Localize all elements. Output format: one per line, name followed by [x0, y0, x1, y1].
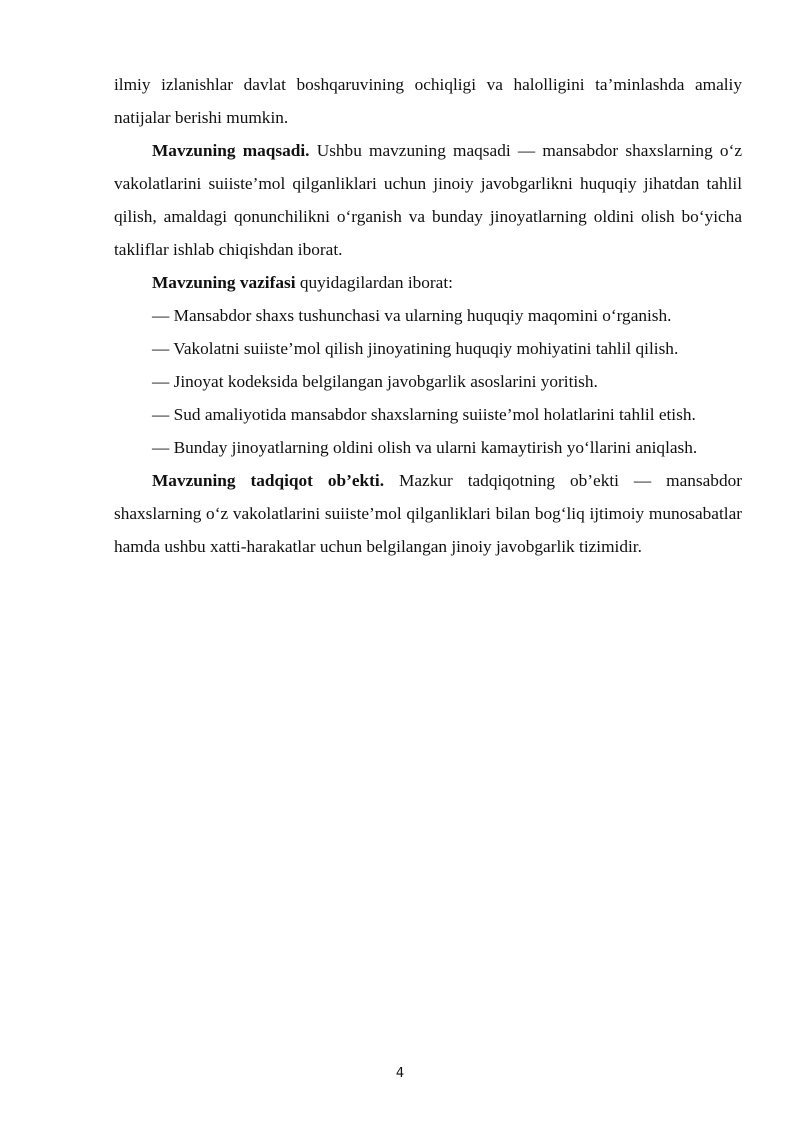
goal-paragraph	[114, 134, 742, 266]
task-item: — Mansabdor shaxs tushunchasi va ularning huquqiy maqomini o‘rganish.	[152, 306, 672, 325]
page-number: 4	[395, 1066, 405, 1081]
intro-paragraph: ilmiy izlanishlar davlat boshqaruvining ochiqligi va halolligini ta’minlashda amaliy natijalar berishi mumkin.	[114, 75, 742, 127]
object-paragraph	[114, 464, 742, 563]
page-body	[114, 68, 742, 563]
tasks-heading: Mavzuning vazifasi	[152, 273, 296, 292]
task-item: — Bunday jinoyatlarning oldini olish va ularni kamaytirish yo‘llarini aniqlash.	[152, 438, 698, 457]
tasks-intro-text: quyidagilardan iborat:	[295, 273, 453, 292]
goal-text: Ushbu mavzuning maqsadi — mansabdor shaxslarning o‘z vakolatlarini suiiste’mol qilganliklari uchun jinoiy javobgarlikni huquqiy jihatdan tahlil qilish, amaldagi qonunchilikni o‘rganish va bunday jinoyatlarning oldini olish bo‘yicha takliflar ishlab chiqishdan iborat.	[114, 141, 742, 259]
task-item: — Sud amaliyotida mansabdor shaxslarning suiiste’mol holatlarini tahlil etish.	[152, 405, 696, 424]
goal-heading: Mavzuning maqsadi.	[152, 141, 310, 160]
object-text: Mazkur tadqiqotning ob’ekti — mansabdor shaxslarning o‘z vakolatlarini suiiste’mol qilganliklari bilan bog‘liq ijtimoiy munosabatlar hamda ushbu xatti-harakatlar uchun belgilangan jinoiy javobgarlik tizimidir.	[114, 471, 742, 556]
object-heading: Mavzuning tadqiqot ob’ekti.	[152, 471, 385, 490]
task-item: — Vakolatni suiiste’mol qilish jinoyatining huquqiy mohiyatini tahlil qilish.	[152, 339, 679, 358]
task-item: — Jinoyat kodeksida belgilangan javobgarlik asoslarini yoritish.	[152, 372, 598, 391]
tasks-intro-paragraph	[114, 266, 742, 299]
